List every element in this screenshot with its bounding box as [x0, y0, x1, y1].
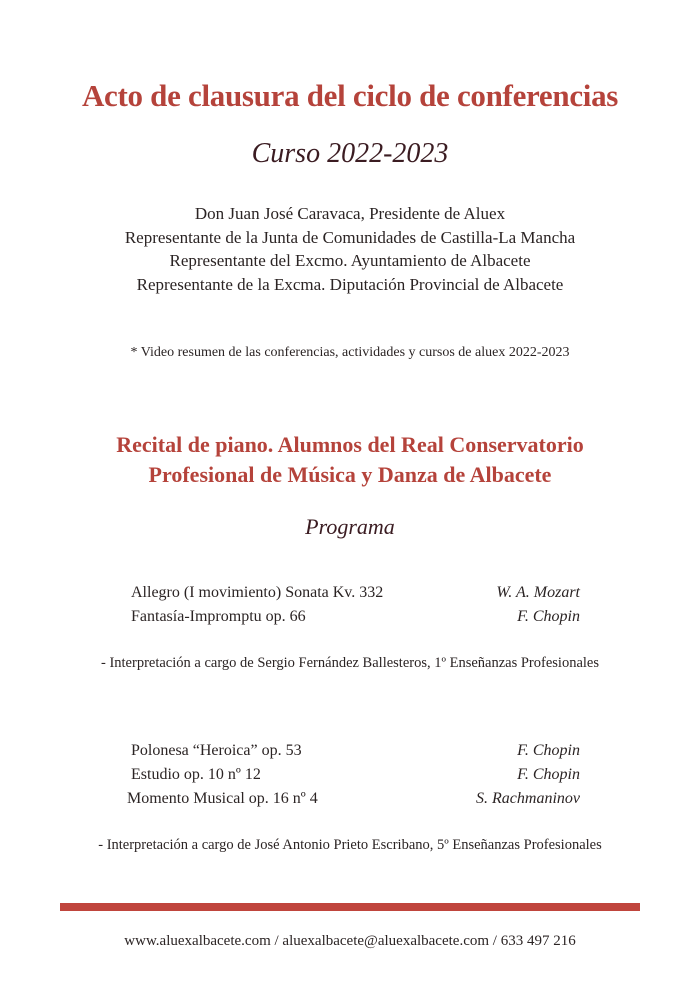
recital-heading-line1: Recital de piano. Alumnos del Real Conservatorio	[116, 432, 584, 457]
piece-composer: W. A. Mozart	[496, 584, 580, 601]
piece-title: Polonesa “Heroica” op. 53	[131, 742, 302, 759]
course-subtitle: Curso 2022-2023	[251, 138, 449, 169]
attendee-line: Don Juan José Caravaca, Presidente de Aluex	[194, 204, 506, 223]
program-item	[0, 790, 700, 810]
piece-composer: F. Chopin	[517, 766, 580, 783]
piece-composer: F. Chopin	[517, 608, 580, 625]
program-item	[0, 584, 700, 604]
video-note: * Video resumen de las conferencias, actividades y cursos de aluex 2022-2023	[130, 345, 570, 360]
piece-composer: S. Rachmaninov	[476, 790, 580, 807]
page-title: Acto de clausura del ciclo de conferencias	[81, 78, 619, 113]
piece-title: Estudio op. 10 nº 12	[131, 766, 261, 783]
separator: /	[489, 933, 501, 949]
performer-note: - Interpretación a cargo de Sergio Fernández Ballesteros, 1º Enseñanzas Profesionales	[101, 655, 599, 671]
piece-title: Fantasía-Impromptu op. 66	[131, 608, 306, 625]
piece-composer: F. Chopin	[517, 742, 580, 759]
email-link[interactable]: aluexalbacete@aluexalbacete.com	[282, 933, 490, 949]
programa-heading: Programa	[305, 514, 395, 539]
footer-contact	[0, 933, 700, 950]
piece-title: Momento Musical op. 16 nº 4	[127, 790, 318, 807]
attendee-line: Representante del Excmo. Ayuntamiento de Albacete	[169, 251, 531, 270]
attendee-line: Representante de la Junta de Comunidades de Castilla-La Mancha	[124, 227, 576, 247]
footer-divider-bar	[60, 903, 640, 911]
recital-heading	[0, 430, 700, 490]
program-item	[0, 742, 700, 762]
phone-number: 633 497 216	[500, 933, 576, 949]
performer-note: - Interpretación a cargo de José Antonio Prieto Escribano, 5º Enseñanzas Profesionales	[98, 837, 602, 853]
piece-title: Allegro (I movimiento) Sonata Kv. 332	[131, 584, 384, 601]
attendee-line: Representante de la Excma. Diputación Provincial de Albacete	[136, 274, 564, 294]
recital-heading-line2: Profesional de Música y Danza de Albacete	[148, 462, 552, 487]
separator: /	[270, 933, 283, 949]
website-link[interactable]: www.aluexalbacete.com	[124, 933, 271, 949]
program-item	[0, 766, 700, 786]
program-item	[0, 608, 700, 628]
attendees-list	[0, 202, 700, 296]
